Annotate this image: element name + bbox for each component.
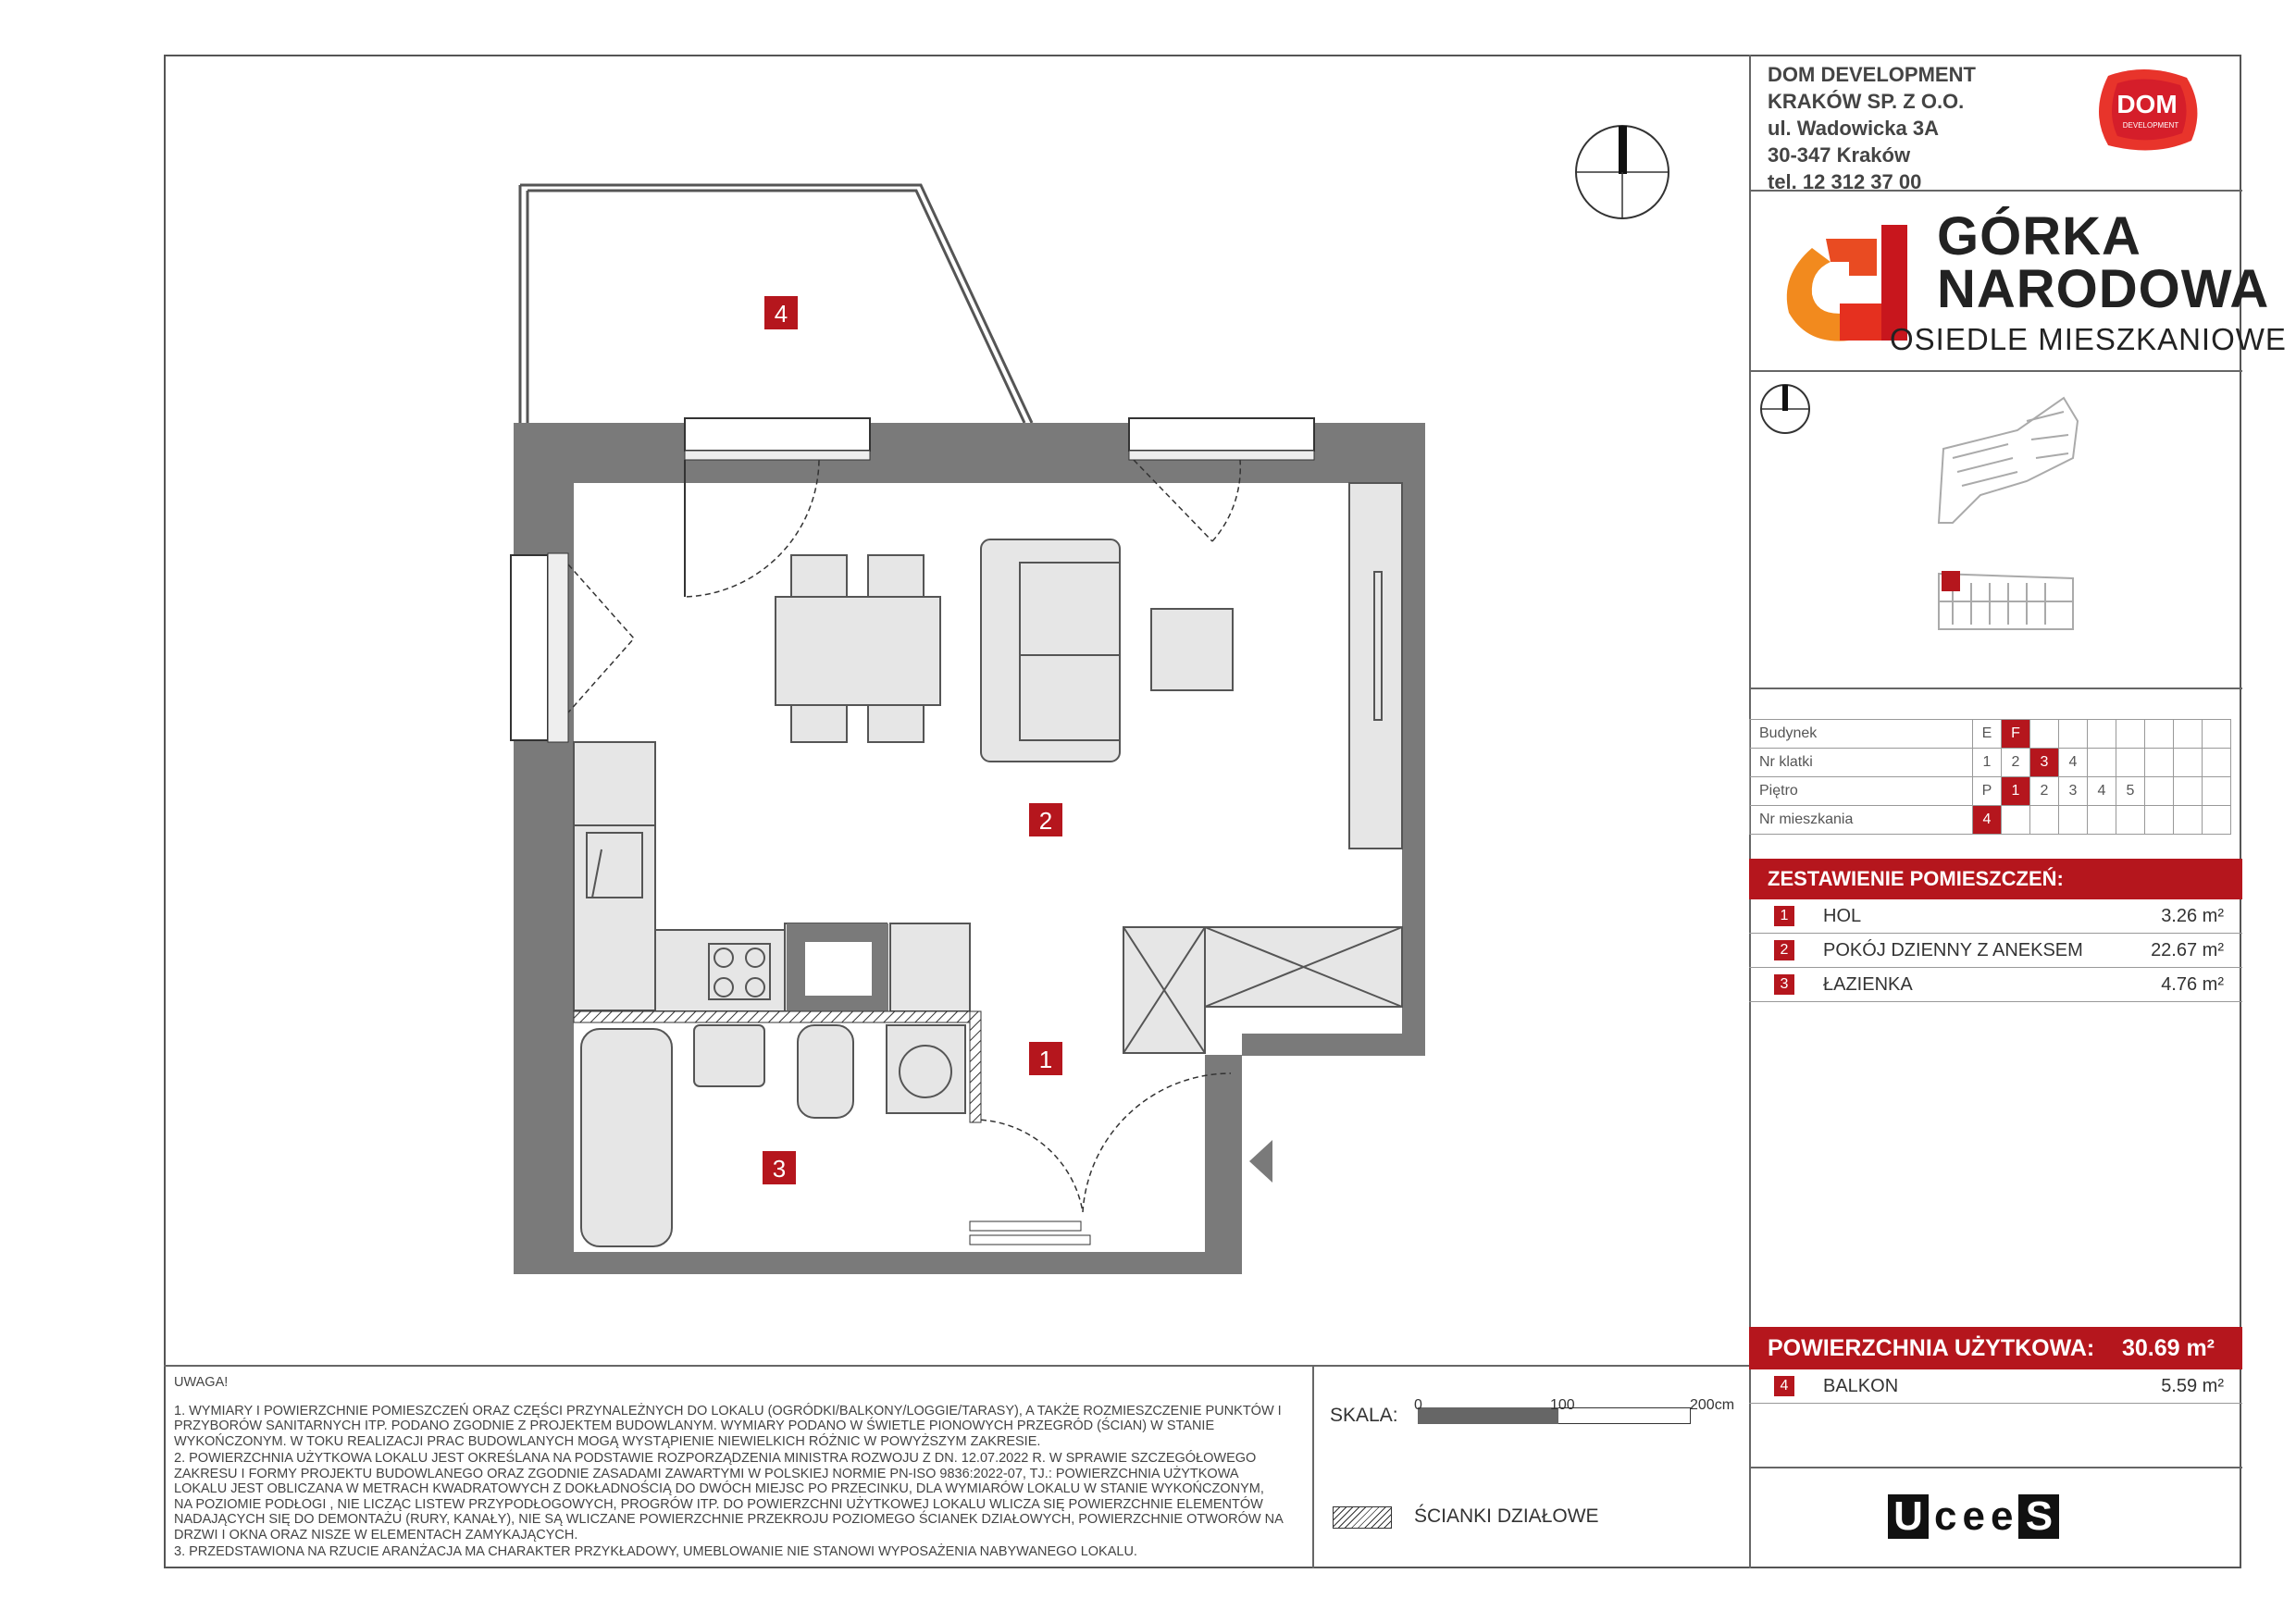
location-cell bbox=[2088, 749, 2116, 777]
ucees-s: S bbox=[2018, 1494, 2059, 1539]
location-cell bbox=[2203, 720, 2231, 749]
ucees-e2: e bbox=[1990, 1493, 2014, 1539]
site-plan-thumbnail bbox=[1934, 393, 2082, 638]
room-badge-4: 4 bbox=[774, 300, 788, 328]
location-cell: F bbox=[2002, 720, 2030, 749]
location-cell bbox=[2145, 749, 2174, 777]
location-row bbox=[1750, 749, 2231, 777]
location-cell: P bbox=[1973, 777, 2002, 806]
notes-p2: 2. POWIERZCHNIA UŻYTKOWA LOKALU JEST OKREŚLANA NA PODSTAWIE ROZPORZĄDZENIA MINISTRA ROZWOJU Z DN. 12.07.2022 R. W SPRAWIE SZCZEGÓŁOWEGO ZAKRESU I FORMY PROJEKTU BUDOWLANEGO ORAZ ZGODNIE ZASADAMI ZAWARTYMI W POLSKIEJ NORMIE PN-ISO 9836:2022-07, TJ.: POWIERZCHNIA UŻYTKOWA LOKALU JEST OBLICZANA W METRACH KWADRATOWYCH Z DOKŁADNOŚCIĄ DO DWÓCH MIEJSC PO PRZECINKU, DLA WYMIARÓW LOKALU W STANIE WYKOŃCZONYM, NA POZIOMIE PODŁOGI , NIE LICZĄC LISTEW PRZYPODŁOGOWYCH, PROGRÓW ITP. DO POWIERZCHNI UŻYTKOWEJ LOKALU WLICZA SIĘ POWIERZCHNIE ELEMENTÓW NADAJĄCYCH SIĘ DO DEMONTAŻU (RURY, KANAŁY), NIE SĄ WLICZANE POWIERZCHNIE PRZEKROJU POZIOMEGO ŚCIANEK DZIAŁOWYCH, POWIERZCHNIE OTWORÓW NA DRZWI I OKNA ORAZ NISZE W ELEMENTACH ZAMYKAJĄCYCH. bbox=[174, 1451, 1283, 1542]
balcony-area: 5.59 m² bbox=[2161, 1376, 2224, 1396]
location-cell: E bbox=[1973, 720, 2002, 749]
north-compass-icon bbox=[1576, 126, 1669, 218]
balcony-name: BALKON bbox=[1823, 1376, 1899, 1396]
scale-tick-200: 200cm bbox=[1690, 1397, 1735, 1413]
legend-label: ŚCIANKI DZIAŁOWE bbox=[1414, 1505, 1599, 1527]
location-cell bbox=[2174, 806, 2203, 835]
location-cell bbox=[2088, 806, 2116, 835]
location-cell bbox=[2203, 777, 2231, 806]
partition-wall-swatch bbox=[1333, 1506, 1392, 1529]
location-cell bbox=[2174, 720, 2203, 749]
room-row bbox=[1749, 934, 2242, 968]
location-cell bbox=[2145, 720, 2174, 749]
location-cell bbox=[2174, 749, 2203, 777]
panel-divider bbox=[1749, 1467, 2242, 1468]
location-cell: 4 bbox=[1973, 806, 2002, 835]
ucees-c: c bbox=[1934, 1493, 1957, 1539]
location-row bbox=[1750, 720, 2231, 749]
location-cell bbox=[2116, 749, 2145, 777]
room-area: 3.26 m² bbox=[2161, 906, 2224, 926]
brand-line-3: OSIEDLE MIESZKANIOWE bbox=[1890, 322, 2287, 356]
company-name: DOM DEVELOPMENT bbox=[1768, 63, 1976, 86]
room-area: 22.67 m² bbox=[2151, 940, 2224, 960]
location-row bbox=[1750, 806, 2231, 835]
company-street: ul. Wadowicka 3A bbox=[1768, 117, 1940, 140]
location-label: Nr mieszkania bbox=[1750, 806, 1973, 835]
location-cell: 2 bbox=[2002, 749, 2030, 777]
location-cell: 1 bbox=[1973, 749, 2002, 777]
notes-p1: 1. WYMIARY I POWIERZCHNIE POMIESZCZEŃ ORAZ CZĘŚCI PRZYNALEŻNYCH DO LOKALU (OGRÓDKI/BALKONY/LOGGIE/TARASY), A TAKŻE ROZMIESZCZENIE PUNKTÓW I PRZYBORÓW SANITARNYCH ITP. PODANO ZGODNIE Z PROJEKTEM BUDOWLANYM. WYMIARY PODANO W ŚWIETLE PIONOWYCH PRZEGRÓD (ŚCIAN) W STANIE WYKOŃCZONYM. W TOKU REALIZACJI PRAC BUDOWLANYCH MOGĄ WYSTĄPIENIE NIEWIELKICH RÓŻNIC W POWYŻSZYM ZAKRESIE. bbox=[174, 1403, 1282, 1449]
room-row bbox=[1749, 968, 2242, 1002]
location-cell bbox=[2059, 720, 2088, 749]
company-name-2: KRAKÓW SP. Z O.O. bbox=[1768, 90, 1965, 113]
location-cell: 5 bbox=[2116, 777, 2145, 806]
notes bbox=[174, 1375, 1285, 1562]
rooms-title: ZESTAWIENIE POMIESZCZEŃ: bbox=[1749, 859, 2242, 899]
location-cell bbox=[2088, 720, 2116, 749]
room-area: 4.76 m² bbox=[2161, 974, 2224, 995]
location-cell: 3 bbox=[2059, 777, 2088, 806]
location-cell bbox=[2002, 806, 2030, 835]
room-name: HOL bbox=[1823, 906, 1862, 926]
location-cell bbox=[2174, 777, 2203, 806]
room-name: POKÓJ DZIENNY Z ANEKSEM bbox=[1823, 940, 2083, 960]
location-cell bbox=[2116, 806, 2145, 835]
scale-tick-100: 100 bbox=[1550, 1397, 1575, 1413]
total-area-bar bbox=[1749, 1327, 2242, 1369]
location-label: Piętro bbox=[1750, 777, 1973, 806]
room-name: ŁAZIENKA bbox=[1823, 974, 1913, 995]
scale-label: SKALA: bbox=[1330, 1405, 1398, 1426]
room-num: 1 bbox=[1774, 906, 1794, 926]
notes-divider bbox=[164, 1365, 1751, 1367]
room-row bbox=[1749, 899, 2242, 934]
logo-dev-text: DEVELOPMENT bbox=[2122, 121, 2179, 130]
location-cell: 1 bbox=[2002, 777, 2030, 806]
ucees-u: U bbox=[1888, 1494, 1929, 1539]
location-cell: 4 bbox=[2059, 749, 2088, 777]
notes-title: UWAGA! bbox=[174, 1375, 229, 1390]
scale-divider bbox=[1312, 1365, 1314, 1568]
balcony-number: 4 bbox=[1774, 1376, 1794, 1396]
north-compass-small-icon bbox=[1758, 382, 1812, 436]
total-area-value: 30.69 m² bbox=[2121, 1335, 2215, 1361]
room-badge-3: 3 bbox=[772, 1155, 787, 1183]
scale-tick-0: 0 bbox=[1414, 1397, 1422, 1413]
location-cell bbox=[2145, 777, 2174, 806]
location-cell bbox=[2203, 749, 2231, 777]
room-badge-2: 2 bbox=[1038, 807, 1053, 835]
location-cell bbox=[2059, 806, 2088, 835]
scale-bar-fill bbox=[1418, 1407, 1558, 1424]
panel-divider bbox=[1749, 688, 2242, 689]
company-phone: tel. 12 312 37 00 bbox=[1768, 170, 1922, 193]
ucees-logo bbox=[1888, 1493, 2059, 1540]
logo-dom-text: DOM bbox=[2116, 90, 2178, 118]
company-city: 30-347 Kraków bbox=[1768, 143, 1911, 167]
location-cell: 4 bbox=[2088, 777, 2116, 806]
balcony-row bbox=[1749, 1369, 2242, 1404]
location-label: Budynek bbox=[1750, 720, 1973, 749]
room-num: 3 bbox=[1774, 974, 1794, 995]
company-info bbox=[1768, 61, 1976, 195]
location-cell bbox=[2145, 806, 2174, 835]
ucees-e1: e bbox=[1962, 1493, 1985, 1539]
location-cell: 2 bbox=[2030, 777, 2059, 806]
panel-divider bbox=[1749, 370, 2242, 372]
location-cell bbox=[2203, 806, 2231, 835]
dom-development-logo bbox=[2090, 67, 2205, 155]
brand-line-1: GÓRKA bbox=[1937, 206, 2141, 266]
location-cell: 3 bbox=[2030, 749, 2059, 777]
room-badge-1: 1 bbox=[1038, 1046, 1053, 1073]
location-row bbox=[1750, 777, 2231, 806]
notes-p3: 3. PRZEDSTAWIONA NA RZUCIE ARANŻACJA MA CHARAKTER PRZYKŁADOWY, UMEBLOWANIE NIE STANOWI WYPOSAŻENIA NABYWANEGO LOKALU. bbox=[174, 1544, 1137, 1559]
location-cell bbox=[2030, 806, 2059, 835]
room-num: 2 bbox=[1774, 940, 1794, 960]
location-table bbox=[1749, 719, 2231, 835]
total-area-label: POWIERZCHNIA UŻYTKOWA: bbox=[1768, 1335, 2095, 1361]
location-label: Nr klatki bbox=[1750, 749, 1973, 777]
location-cell bbox=[2116, 720, 2145, 749]
location-cell bbox=[2030, 720, 2059, 749]
brand-line-2: NARODOWA bbox=[1937, 259, 2270, 319]
